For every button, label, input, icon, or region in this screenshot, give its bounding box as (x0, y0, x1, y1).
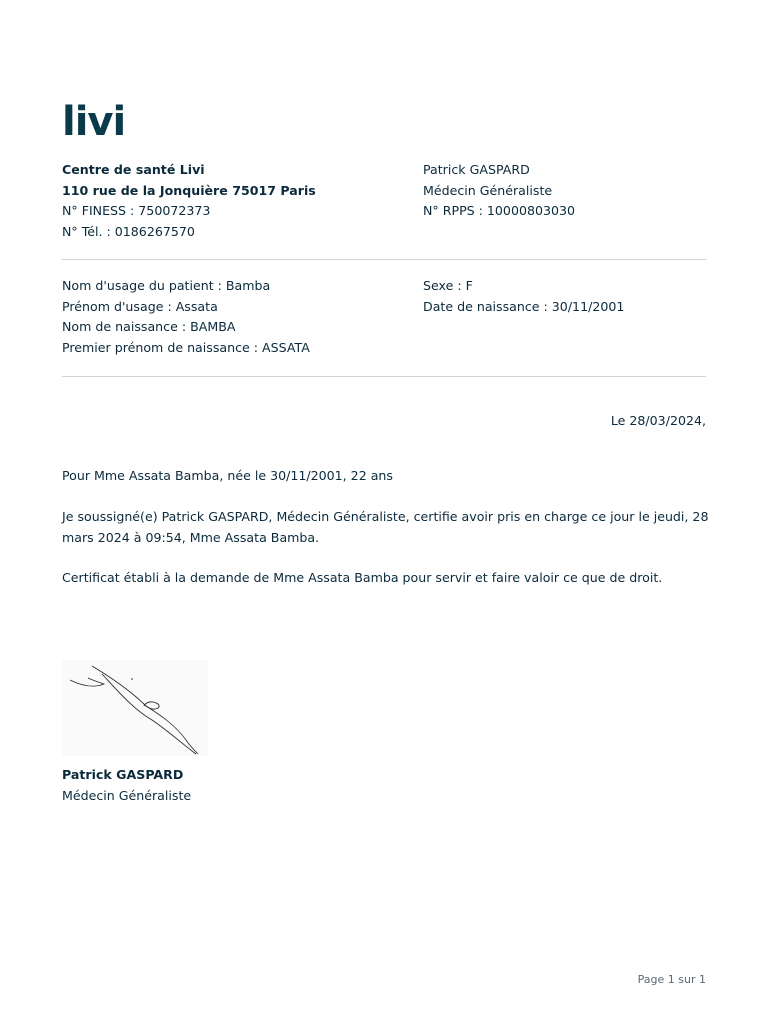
clinic-info (62, 160, 316, 242)
clinic-name: Centre de santé Livi (62, 162, 205, 177)
signature-name: Patrick GASPARD (62, 767, 184, 782)
patient-details (423, 276, 624, 317)
patient-birth-name: Nom de naissance : BAMBA (62, 319, 236, 335)
letter-body-2: Certificat établi à la demande de Mme Assata Bamba pour servir et faire valoir ce que de droit. (62, 570, 663, 585)
page-number: Page 1 sur 1 (637, 973, 706, 986)
letter-body-1: Je soussigné(e) Patrick GASPARD, Médecin Généraliste, certifie avoir pris en charge ce jour le jeudi, 28 mars 2024 à 09:54, Mme Assata Bamba. (62, 509, 709, 545)
patient-info (62, 276, 310, 358)
patient-birth-date: Date de naissance : 30/11/2001 (423, 298, 625, 314)
patient-usage-first-name: Prénom d'usage : Assata (62, 298, 218, 314)
signature-scribble (62, 660, 208, 756)
livi-logo: livi (62, 99, 126, 145)
doctor-specialty: Médecin Généraliste (423, 182, 553, 198)
handwritten-signature (62, 660, 208, 756)
clinic-phone: N° Tél. : 0186267570 (62, 223, 195, 239)
doctor-name: Patrick GASPARD (423, 162, 530, 177)
patient-sex: Sexe : F (423, 278, 473, 293)
divider (62, 259, 706, 260)
patient-usage-name: Nom d'usage du patient : Bamba (62, 278, 271, 293)
letter-date: Le 28/03/2024, (610, 413, 706, 428)
doctor-rpps: N° RPPS : 10000803030 (423, 203, 576, 219)
clinic-finess: N° FINESS : 750072373 (62, 203, 211, 219)
signature-title: Médecin Généraliste (62, 787, 192, 803)
letter-for-line: Pour Mme Assata Bamba, née le 30/11/2001, 22 ans (62, 468, 393, 483)
doctor-info (423, 160, 575, 222)
clinic-address: 110 rue de la Jonquière 75017 Paris (62, 182, 316, 198)
signature-block (62, 765, 191, 806)
patient-birth-first-name: Premier prénom de naissance : ASSATA (62, 339, 310, 355)
divider (62, 376, 706, 377)
